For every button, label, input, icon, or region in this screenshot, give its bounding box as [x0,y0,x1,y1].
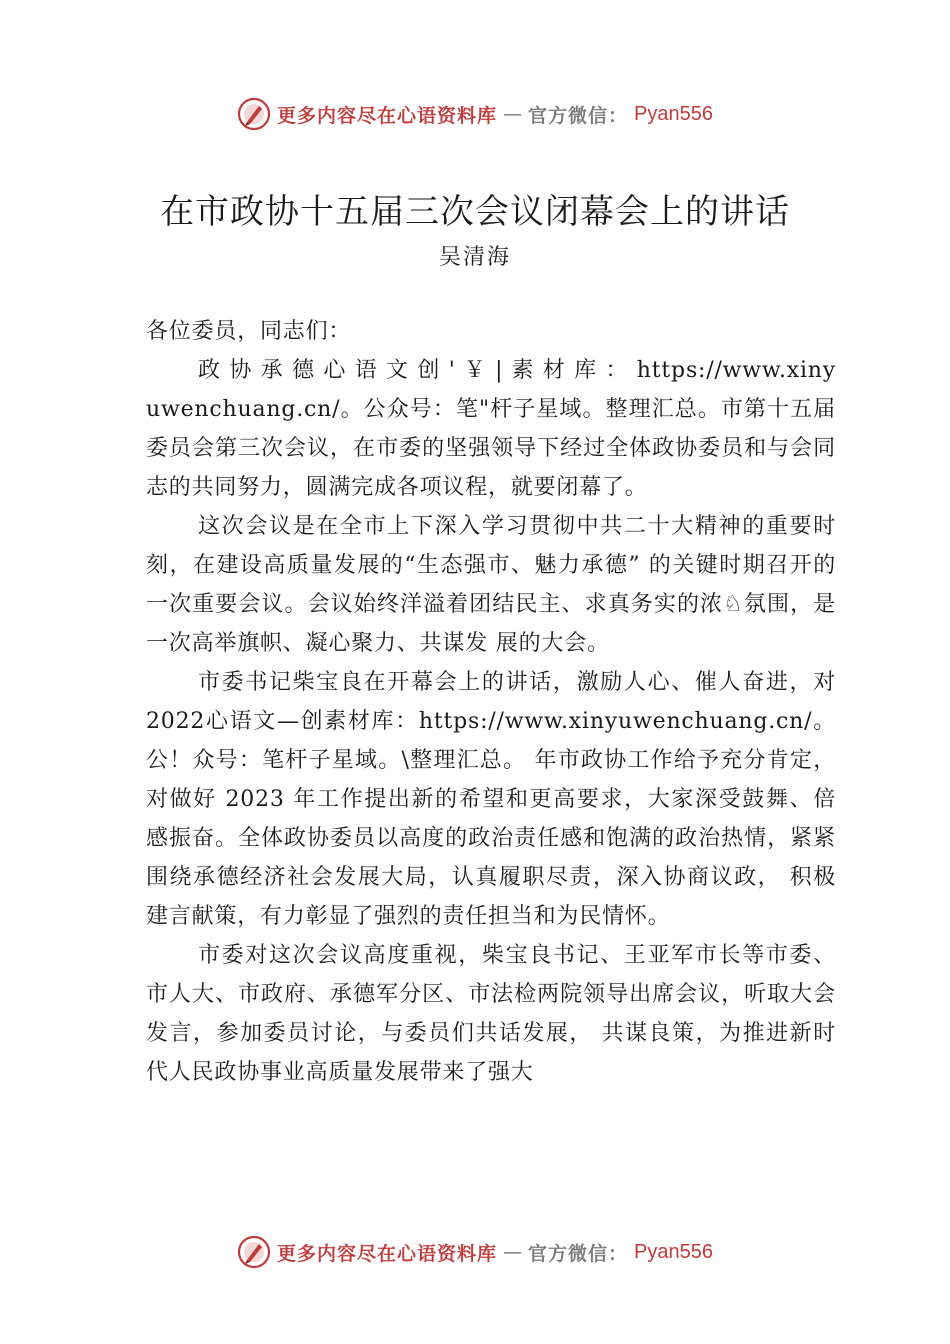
banner-wechat-id: Pyan556 [634,1240,713,1263]
document-body [146,312,836,1092]
document-title: 在市政协十五届三次会议闭幕会上的讲话 [160,192,790,232]
salutation: 各位委员，同志们： [146,319,352,344]
footer-banner [0,1230,950,1274]
pen-logo-icon [237,1235,271,1269]
paragraph: 政 协 承 德 心 语 文 创 ' ￥ | 素 材 库 ： https://www.xinyuwenchuang.cn/。公众号：笔"杆子星域。整理汇总。市第十五届委员会第三次会议，在市委的坚强领导下经过全体政协委员和与会同志的共同努力，圆满完成各项议程，就要闭幕了。 [146,358,836,500]
banner-promo-text: 更多内容尽在心语资料库 [277,104,498,127]
paragraph: 这次会议是在全市上下深入学习贯彻中共二十大精神的重要时刻，在建设高质量发展的“生态强市、魅力承德” 的关键时期召开的一次重要会议。会议始终洋溢着团结民主、求真务实的浓♘氛围，是一次高举旗帜、凝心聚力、共谋发 展的大会。 [146,514,836,656]
banner-wechat-label: 官方微信： [528,1242,629,1265]
pen-logo-icon [237,97,271,131]
banner-promo-text: 更多内容尽在心语资料库 [277,1242,498,1265]
banner-dash: — [503,103,523,125]
paragraph: 市委书记柴宝良在开幕会上的讲话，激励人心、催人奋进，对 2022心语文—创素材库：https://www.xinyuwenchuang.cn/。公！众号：笔杆子星域。\整理汇总。 年市政协工作给予充分肯定，对做好 2023 年工作提出新的希望和更高要求，大家深受鼓舞、倍感振奋。全体政协委员以高度的政治责任感和饱满的政治热情，紧紧围绕承德经济社会发展大局，认真履职尽责，深入协商议政， 积极建言献策，有力彰显了强烈的责任担当和为民情怀。 [146,670,836,929]
header-banner [0,92,950,136]
document-author: 吴清海 [438,245,511,270]
banner-wechat-label: 官方微信： [528,104,629,127]
banner-dash: — [503,1241,523,1263]
paragraph: 市委对这次会议高度重视，柴宝良书记、王亚军市长等市委、市人大、市政府、承德军分区、市法检两院领导出席会议，听取大会发言，参加委员讨论，与委员们共话发展， 共谋良策，为推进新时代人民政协事业高质量发展带来了强大 [146,943,836,1085]
banner-wechat-id: Pyan556 [634,102,713,125]
